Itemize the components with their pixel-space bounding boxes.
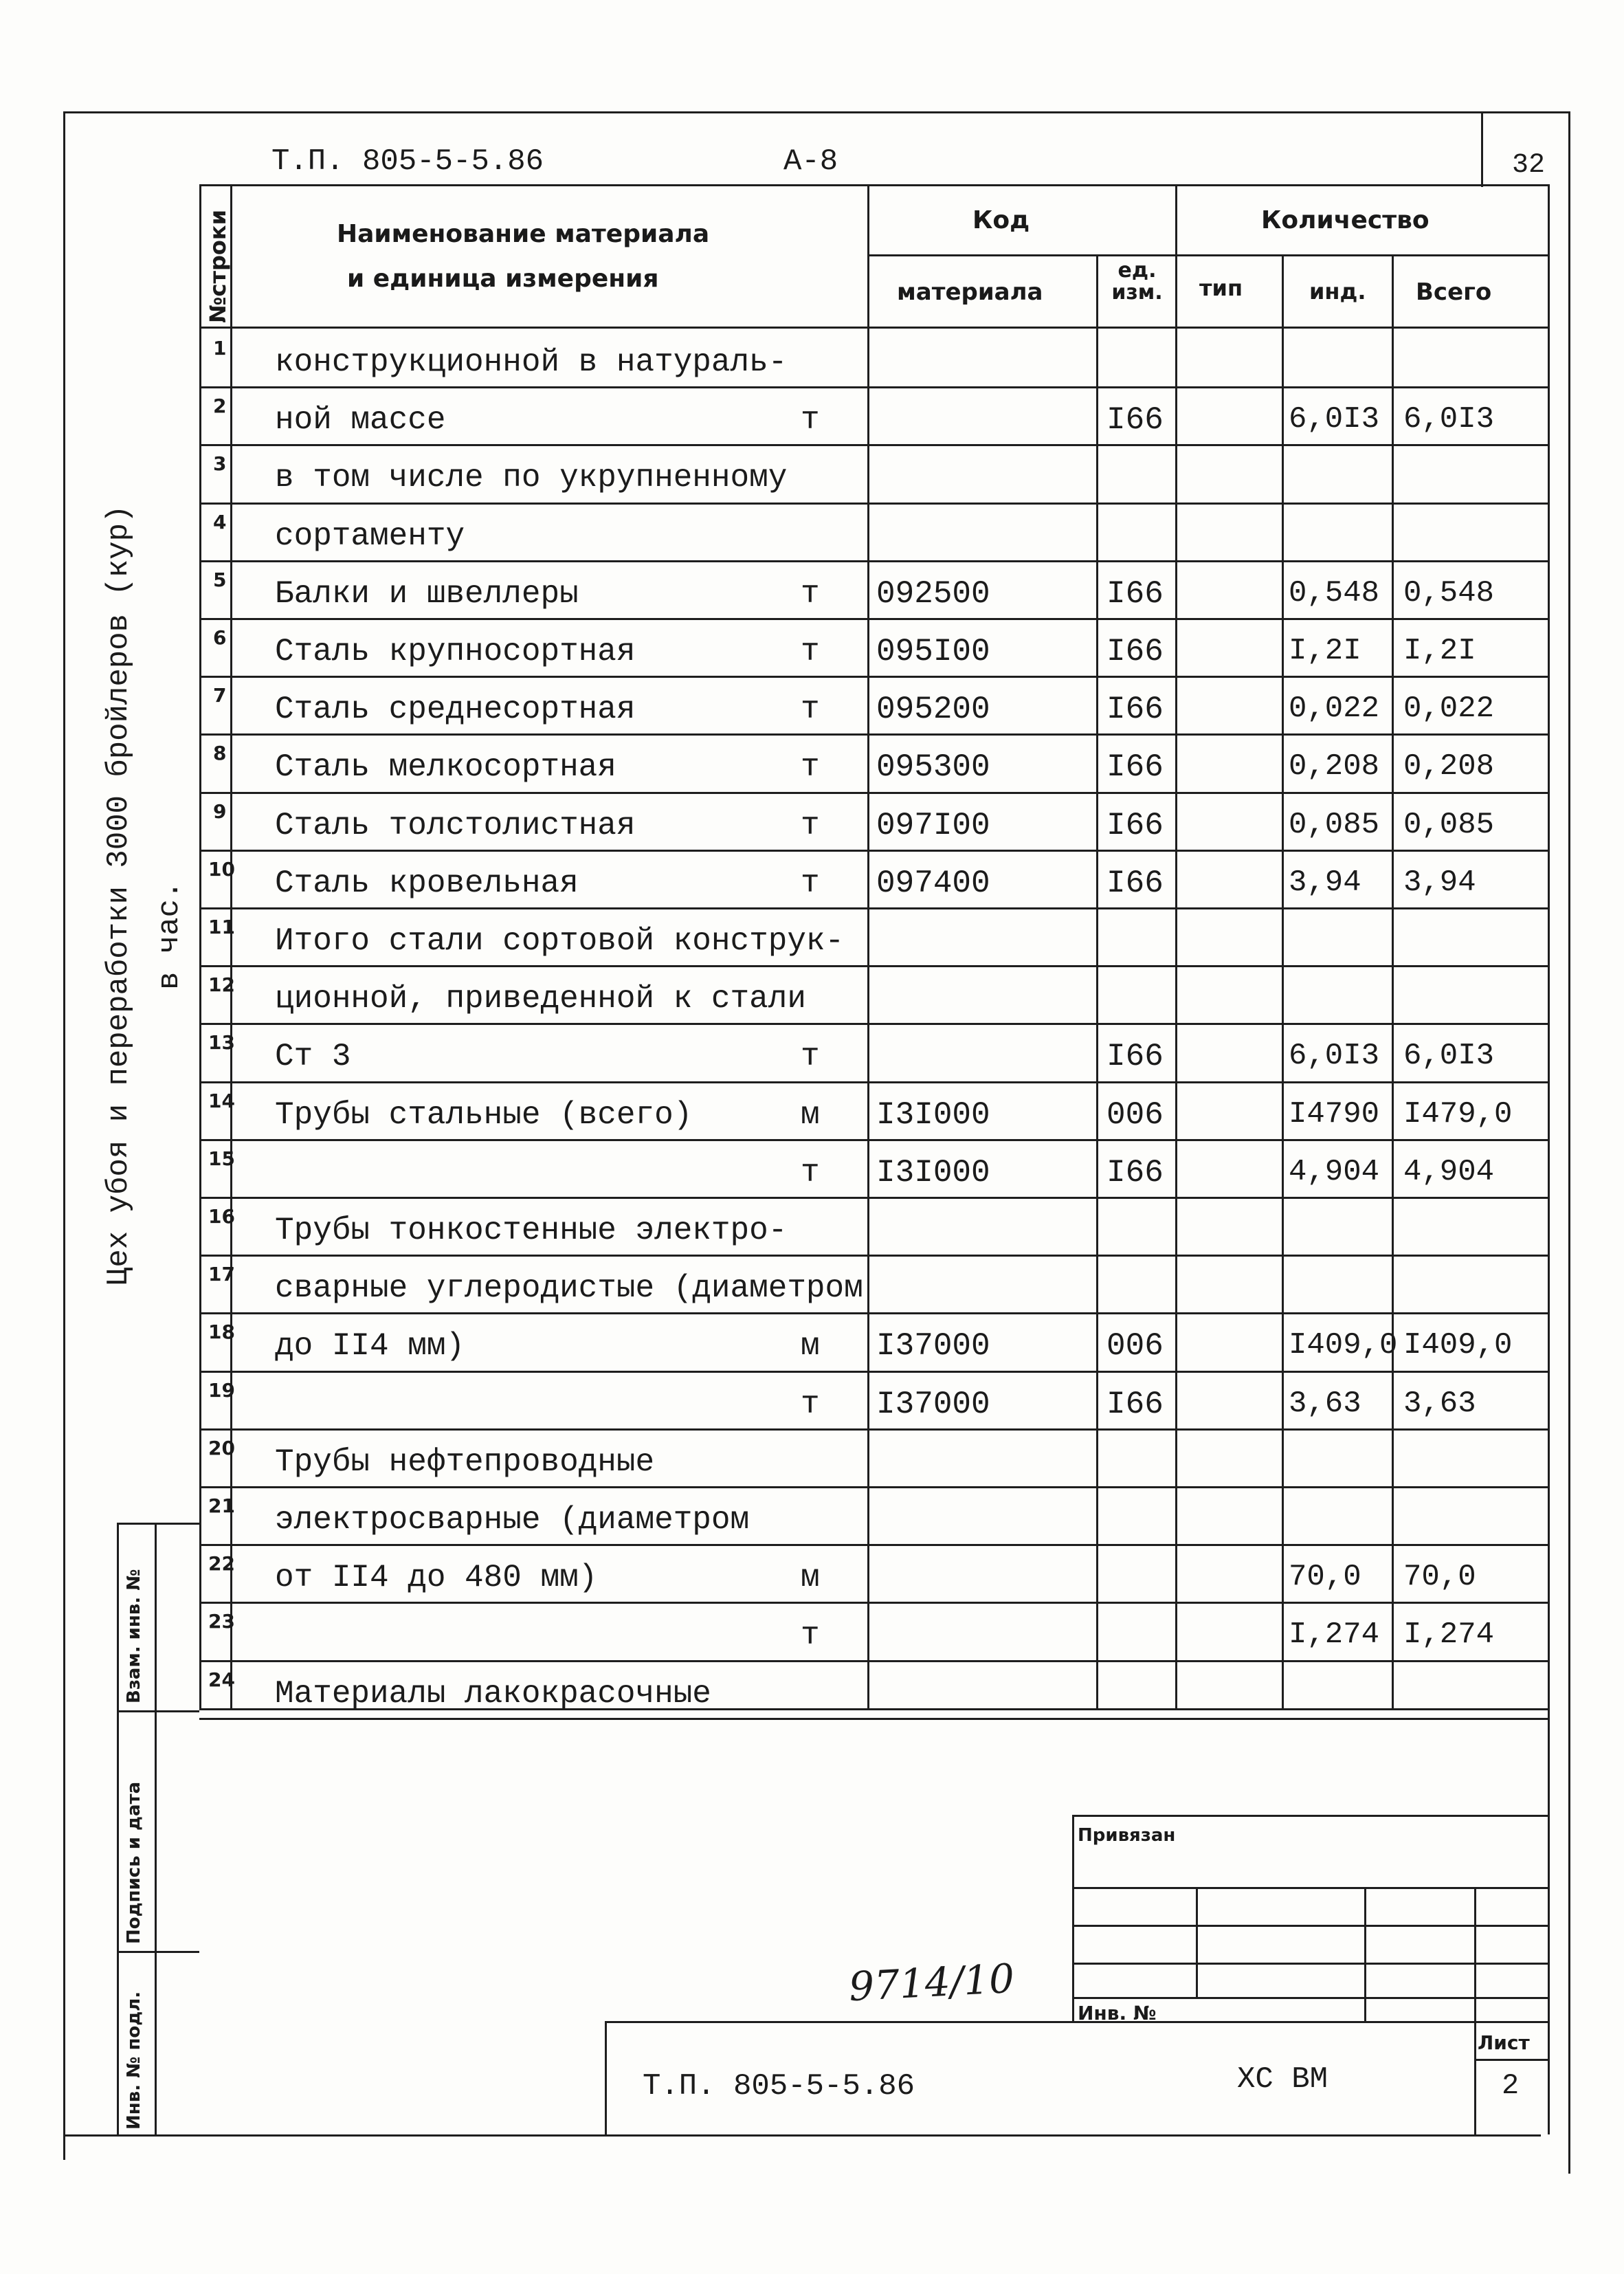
- row-code-material: 097I00: [876, 808, 990, 843]
- tb-right: [1548, 1710, 1550, 2134]
- tb-handwritten-number: 9714/10: [847, 1954, 1016, 2011]
- row-separator: [199, 1023, 1550, 1025]
- row-separator: [199, 1312, 1550, 1314]
- row-qty-ind: 6,0I3: [1289, 1039, 1380, 1073]
- tb-col3: [1474, 1887, 1476, 2134]
- row-qty-ind: 70,0: [1289, 1560, 1361, 1594]
- header-qty-total: Всего: [1416, 278, 1492, 306]
- row-qty-total: 0,085: [1403, 808, 1495, 842]
- header-name-line2: и единица измерения: [347, 265, 659, 293]
- stamp-side-top: [117, 1523, 199, 1525]
- row-separator: [199, 1081, 1550, 1083]
- row-number: 16: [208, 1205, 235, 1228]
- row-number: 14: [208, 1090, 235, 1112]
- header-code-unit: ед. изм.: [1111, 258, 1163, 305]
- tb-privyazan-top: [1072, 1815, 1550, 1817]
- frame-page-number-left: [1481, 111, 1483, 187]
- row-qty-ind: 0,022: [1289, 692, 1380, 726]
- row-qty-total: 6,0I3: [1403, 402, 1495, 437]
- row-number: 2: [213, 395, 227, 417]
- row-separator: [199, 560, 1550, 562]
- tb-row4: [1072, 1997, 1550, 1999]
- row-qty-total: I409,0: [1403, 1328, 1513, 1362]
- tb-doc-code: Т.П. 805-5-5.86: [643, 2069, 915, 2104]
- row-unit: т: [801, 1387, 820, 1422]
- row-code-unit: I66: [1106, 1387, 1164, 1422]
- row-separator: [199, 1486, 1550, 1488]
- row-name: сварные углеродистые (диаметром: [275, 1270, 863, 1306]
- col-line-name: [867, 184, 869, 1710]
- header-doc-code: Т.П. 805-5-5.86: [271, 144, 544, 179]
- header-qty-ind: инд.: [1309, 278, 1366, 305]
- tb-sheet-div: [1474, 2059, 1550, 2061]
- row-separator: [199, 733, 1550, 736]
- row-qty-total: 6,0I3: [1403, 1039, 1495, 1073]
- row-code-unit: I66: [1106, 692, 1164, 727]
- row-number: 6: [213, 626, 227, 649]
- header-row-no: №строки: [205, 209, 231, 323]
- row-separator: [199, 792, 1550, 794]
- row-name: ционной, приведенной к стали: [275, 981, 806, 1017]
- row-number: 20: [208, 1437, 235, 1459]
- stamp-side-div2: [117, 1951, 199, 1953]
- tb-row3: [1072, 1963, 1550, 1965]
- row-unit: м: [801, 1560, 820, 1596]
- stamp-podpis-data: Подпись и дата: [124, 1781, 144, 1944]
- row-code-material: I37000: [876, 1328, 990, 1364]
- row-code-unit: I66: [1106, 1039, 1164, 1074]
- row-name: Сталь кровельная: [275, 865, 579, 901]
- side-title-main: Цех убоя и переработки 3000 бройлеров (кур): [102, 505, 136, 1285]
- header-album: А-8: [783, 144, 838, 179]
- row-separator: [199, 1139, 1550, 1141]
- row-code-material: 095200: [876, 692, 990, 727]
- row-code-material: I37000: [876, 1387, 990, 1422]
- tb-col2: [1364, 1887, 1366, 2021]
- row-code-unit: I66: [1106, 749, 1164, 785]
- row-number: 3: [213, 452, 227, 475]
- row-number: 7: [213, 684, 227, 707]
- row-number: 9: [213, 800, 227, 823]
- row-unit: т: [801, 1155, 820, 1191]
- row-unit: м: [801, 1097, 820, 1133]
- row-unit: т: [801, 808, 820, 843]
- row-separator: [199, 676, 1550, 678]
- row-code-material: 097400: [876, 865, 990, 901]
- row-number: 24: [208, 1668, 235, 1691]
- row-qty-ind: I,2I: [1289, 634, 1361, 668]
- row-name: Итого стали сортовой конструк-: [275, 923, 845, 959]
- row-number: 11: [208, 916, 235, 938]
- row-qty-total: I,274: [1403, 1618, 1495, 1652]
- header-bottom-line: [199, 327, 1550, 329]
- row-name: Трубы тонкостенные электро-: [275, 1213, 788, 1248]
- frame-right: [1568, 111, 1570, 2174]
- page-number: 32: [1512, 150, 1546, 181]
- row-number: 22: [208, 1552, 235, 1575]
- row-code-material: 092500: [876, 576, 990, 612]
- row-number: 1: [213, 337, 227, 360]
- row-code-unit: I66: [1106, 1155, 1164, 1191]
- stamp-side-div1: [117, 1710, 199, 1712]
- row-separator: [199, 1255, 1550, 1257]
- header-code-material: материала: [897, 278, 1043, 306]
- row-number: 18: [208, 1321, 235, 1343]
- row-number: 10: [208, 858, 235, 881]
- row-number: 21: [208, 1494, 235, 1517]
- row-unit: т: [801, 402, 820, 438]
- row-name: Сталь толстолистная: [275, 808, 636, 843]
- row-number: 5: [213, 568, 227, 591]
- stamp-side-mid: [155, 1523, 157, 2134]
- row-code-unit: 006: [1106, 1328, 1164, 1364]
- row-separator: [199, 1718, 1550, 1720]
- row-number: 12: [208, 973, 235, 996]
- row-name: Балки и швеллеры: [275, 576, 579, 612]
- row-separator: [199, 503, 1550, 505]
- tb-inv-no: Инв. №: [1078, 2002, 1157, 2024]
- row-name: Сталь мелкосортная: [275, 749, 616, 785]
- row-unit: т: [801, 576, 820, 612]
- stamp-vzam-inv: Взам. инв. №: [124, 1569, 144, 1703]
- row-unit: т: [801, 865, 820, 901]
- header-qty-type: тип: [1199, 275, 1243, 301]
- row-qty-total: 0,548: [1403, 576, 1495, 610]
- tb-row2: [1072, 1925, 1550, 1927]
- row-code-unit: I66: [1106, 634, 1164, 670]
- row-name: от II4 до 480 мм): [275, 1560, 598, 1596]
- col-line-rownum: [230, 184, 232, 1710]
- header-name-line1: Наименование материала: [337, 220, 710, 248]
- row-separator: [199, 850, 1550, 852]
- row-name: Сталь среднесортная: [275, 692, 636, 727]
- row-code-unit: I66: [1106, 865, 1164, 901]
- row-code-unit: I66: [1106, 402, 1164, 438]
- row-code-material: I3I000: [876, 1097, 990, 1133]
- row-code-unit: 006: [1106, 1097, 1164, 1133]
- tb-col1: [1196, 1887, 1198, 1997]
- row-unit: т: [801, 1039, 820, 1074]
- row-name: Сталь крупносортная: [275, 634, 636, 670]
- row-qty-total: 4,904: [1403, 1155, 1495, 1189]
- row-separator: [199, 1544, 1550, 1546]
- row-name: в том числе по укрупненному: [275, 460, 788, 496]
- col-line-code: [1096, 254, 1098, 1710]
- header-code-group: Код: [972, 206, 1030, 234]
- row-qty-ind: 0,085: [1289, 808, 1380, 842]
- row-qty-ind: I,274: [1289, 1618, 1380, 1652]
- tb-mark: ХС ВМ: [1237, 2062, 1328, 2097]
- row-qty-ind: I4790: [1289, 1097, 1380, 1132]
- row-name: конструкционной в натураль-: [275, 344, 788, 380]
- row-unit: м: [801, 1328, 820, 1364]
- row-qty-total: 0,022: [1403, 692, 1495, 726]
- row-qty-ind: 3,94: [1289, 865, 1361, 900]
- row-qty-ind: 0,208: [1289, 749, 1380, 784]
- row-qty-ind: 6,0I3: [1289, 402, 1380, 437]
- row-name: Ст 3: [275, 1039, 351, 1074]
- row-name: электросварные (диаметром: [275, 1502, 750, 1538]
- row-unit: т: [801, 1618, 820, 1653]
- row-name: ной массе: [275, 402, 446, 438]
- tb-main-left: [605, 2021, 607, 2134]
- row-name: до II4 мм): [275, 1328, 465, 1364]
- row-number: 15: [208, 1147, 235, 1170]
- row-separator: [199, 1197, 1550, 1199]
- stamp-inv-podl: Инв. № подл.: [124, 1991, 144, 2130]
- header-qty-group: Количество: [1261, 206, 1430, 234]
- frame-top: [65, 111, 1570, 113]
- col-line-ind: [1392, 254, 1394, 1710]
- row-separator: [199, 1371, 1550, 1373]
- row-number: 8: [213, 742, 227, 764]
- row-separator: [199, 965, 1550, 967]
- row-unit: т: [801, 692, 820, 727]
- row-code-material: 095I00: [876, 634, 990, 670]
- row-name: Трубы стальные (всего): [275, 1097, 693, 1133]
- row-name: сортаменту: [275, 518, 465, 554]
- frame-left: [63, 111, 65, 2160]
- row-number: 4: [213, 511, 227, 533]
- row-separator: [199, 444, 1550, 446]
- row-unit: т: [801, 749, 820, 785]
- row-qty-ind: 4,904: [1289, 1155, 1380, 1189]
- row-qty-total: I,2I: [1403, 634, 1476, 668]
- row-number: 17: [208, 1263, 235, 1285]
- row-qty-ind: 3,63: [1289, 1387, 1361, 1421]
- tb-row1: [1072, 1887, 1550, 1889]
- header-mid-line: [867, 254, 1550, 256]
- row-number: 13: [208, 1031, 235, 1054]
- stamp-side-outer-left: [117, 1523, 119, 2134]
- row-code-material: I3I000: [876, 1155, 990, 1191]
- col-line-tip: [1282, 254, 1284, 1710]
- row-number: 19: [208, 1379, 235, 1402]
- row-qty-total: I479,0: [1403, 1097, 1513, 1132]
- row-code-material: 095300: [876, 749, 990, 785]
- row-name: Трубы нефтепроводные: [275, 1444, 655, 1480]
- row-number: 23: [208, 1610, 235, 1633]
- row-separator: [199, 1428, 1550, 1431]
- col-line-ed: [1175, 184, 1177, 1710]
- row-qty-total: 3,63: [1403, 1387, 1476, 1421]
- tb-privyazan: Привязан: [1078, 1825, 1176, 1846]
- row-qty-total: 3,94: [1403, 865, 1476, 900]
- row-qty-ind: 0,548: [1289, 576, 1380, 610]
- row-code-unit: I66: [1106, 576, 1164, 612]
- row-separator: [199, 1602, 1550, 1604]
- row-separator: [199, 1660, 1550, 1662]
- tb-sheet-label: Лист: [1478, 2031, 1530, 2054]
- row-separator: [199, 618, 1550, 620]
- row-name: Материалы лакокрасочные: [275, 1676, 711, 1712]
- row-code-unit: I66: [1106, 808, 1164, 843]
- row-qty-total: 70,0: [1403, 1560, 1476, 1594]
- row-separator: [199, 907, 1550, 909]
- side-title-sub: в час.: [153, 881, 187, 990]
- tb-left: [1072, 1815, 1074, 2021]
- row-qty-ind: I409,0: [1289, 1328, 1398, 1362]
- frame-bottom: [63, 2134, 1541, 2137]
- row-unit: т: [801, 634, 820, 670]
- row-qty-total: 0,208: [1403, 749, 1495, 784]
- row-separator: [199, 386, 1550, 388]
- tb-sheet-number: 2: [1502, 2069, 1520, 2102]
